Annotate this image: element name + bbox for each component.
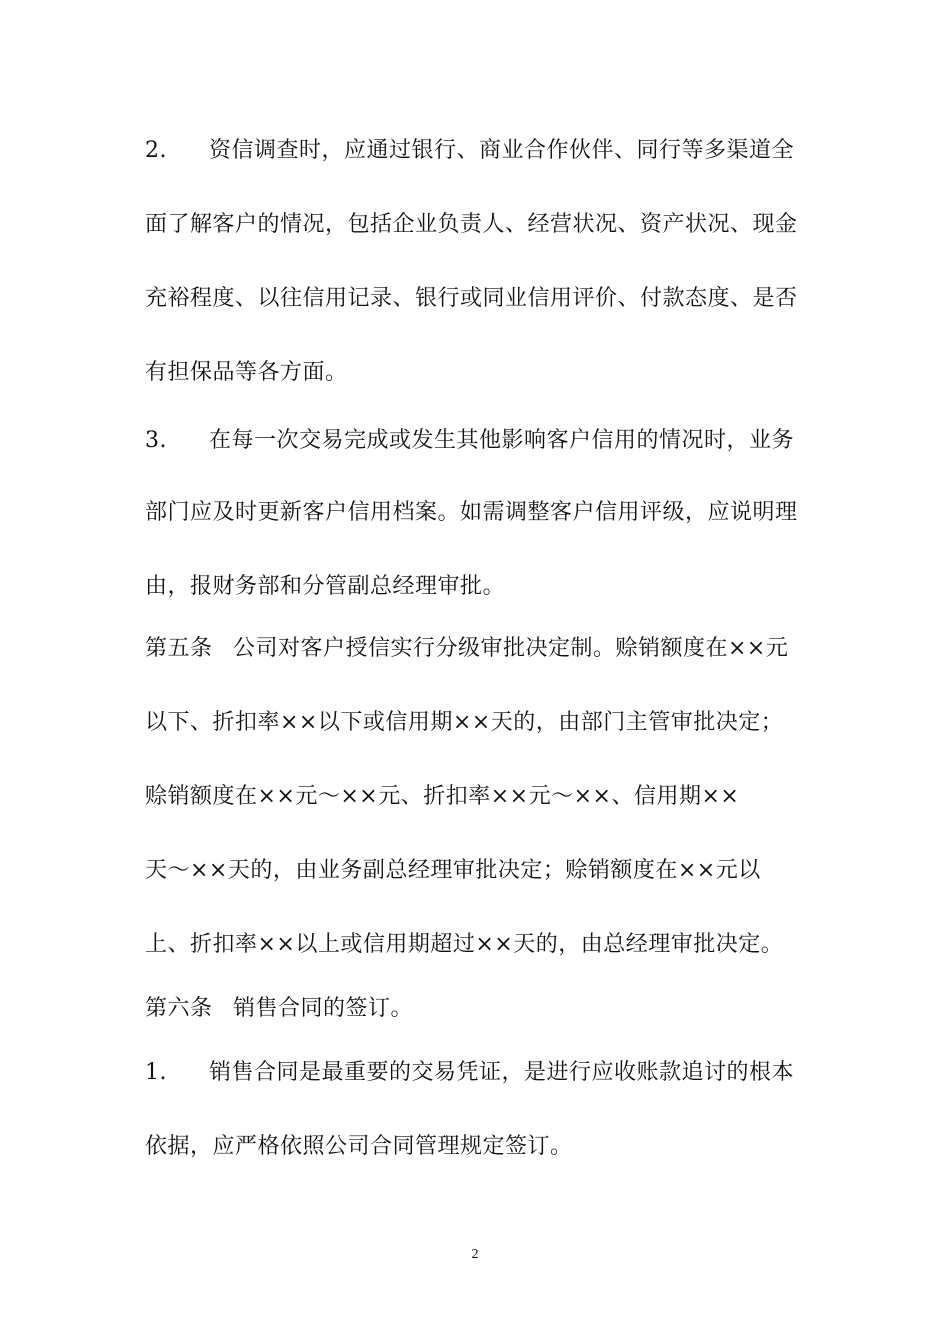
- line-text: 面了解客户的情况，包括企业负责人、经营状况、资产状况、现金: [145, 212, 798, 237]
- article-label: 第六条: [145, 996, 213, 1021]
- article-6-line-1: [145, 994, 413, 1024]
- line-text: 销售合同是最重要的交易凭证，是进行应收账款追讨的根本: [209, 1060, 795, 1085]
- line-text: 以下、折扣率××以下或信用期××天的，由部门主管审批决定；: [145, 710, 784, 735]
- item-3-line-3: [145, 572, 505, 602]
- item-3-line-2: [145, 498, 798, 528]
- line-text: 在每一次交易完成或发生其他影响客户信用的情况时，业务: [209, 428, 795, 453]
- line-text: 上、折扣率××以上或信用期超过××天的，由总经理审批决定。: [145, 932, 784, 957]
- article-5-line-5: [145, 930, 783, 960]
- article-5-line-3: [145, 782, 739, 812]
- page-number: 2: [471, 1247, 479, 1262]
- line-text: 充裕程度、以往信用记录、银行或同业信用评价、付款态度、是否: [145, 286, 798, 311]
- item-number: 3.: [145, 428, 167, 453]
- article-5-line-4: [145, 856, 761, 886]
- item-1-line-2: [145, 1132, 573, 1162]
- item-2-line-4: [145, 358, 348, 388]
- line-text: 销售合同的签订。: [233, 996, 414, 1021]
- item-number: 1.: [145, 1060, 167, 1085]
- line-text: 赊销额度在××元～××元、折扣率××元～××、信用期××: [145, 784, 740, 809]
- item-2-line-2: [145, 210, 798, 240]
- item-2-line-3: [145, 284, 798, 314]
- line-text: 有担保品等各方面。: [145, 360, 348, 385]
- line-text: 部门应及时更新客户信用档案。如需调整客户信用评级，应说明理: [145, 500, 798, 525]
- item-1-line-1: [145, 1058, 794, 1088]
- line-text: 资信调查时，应通过银行、商业合作伙伴、同行等多渠道全: [209, 138, 795, 163]
- article-label: 第五条: [145, 636, 213, 661]
- article-5-line-2: [145, 708, 783, 738]
- item-2-line-1: [145, 136, 794, 166]
- item-3-line-1: [145, 426, 794, 456]
- line-text: 公司对客户授信实行分级审批决定制。赊销额度在××元: [233, 636, 789, 661]
- line-text: 由，报财务部和分管副总经理审批。: [145, 574, 506, 599]
- item-number: 2.: [145, 138, 167, 163]
- line-text: 天～××天的，由业务副总经理审批决定；赊销额度在××元以: [145, 858, 761, 883]
- line-text: 依据，应严格依照公司合同管理规定签订。: [145, 1134, 573, 1159]
- article-5-line-1: [145, 634, 788, 664]
